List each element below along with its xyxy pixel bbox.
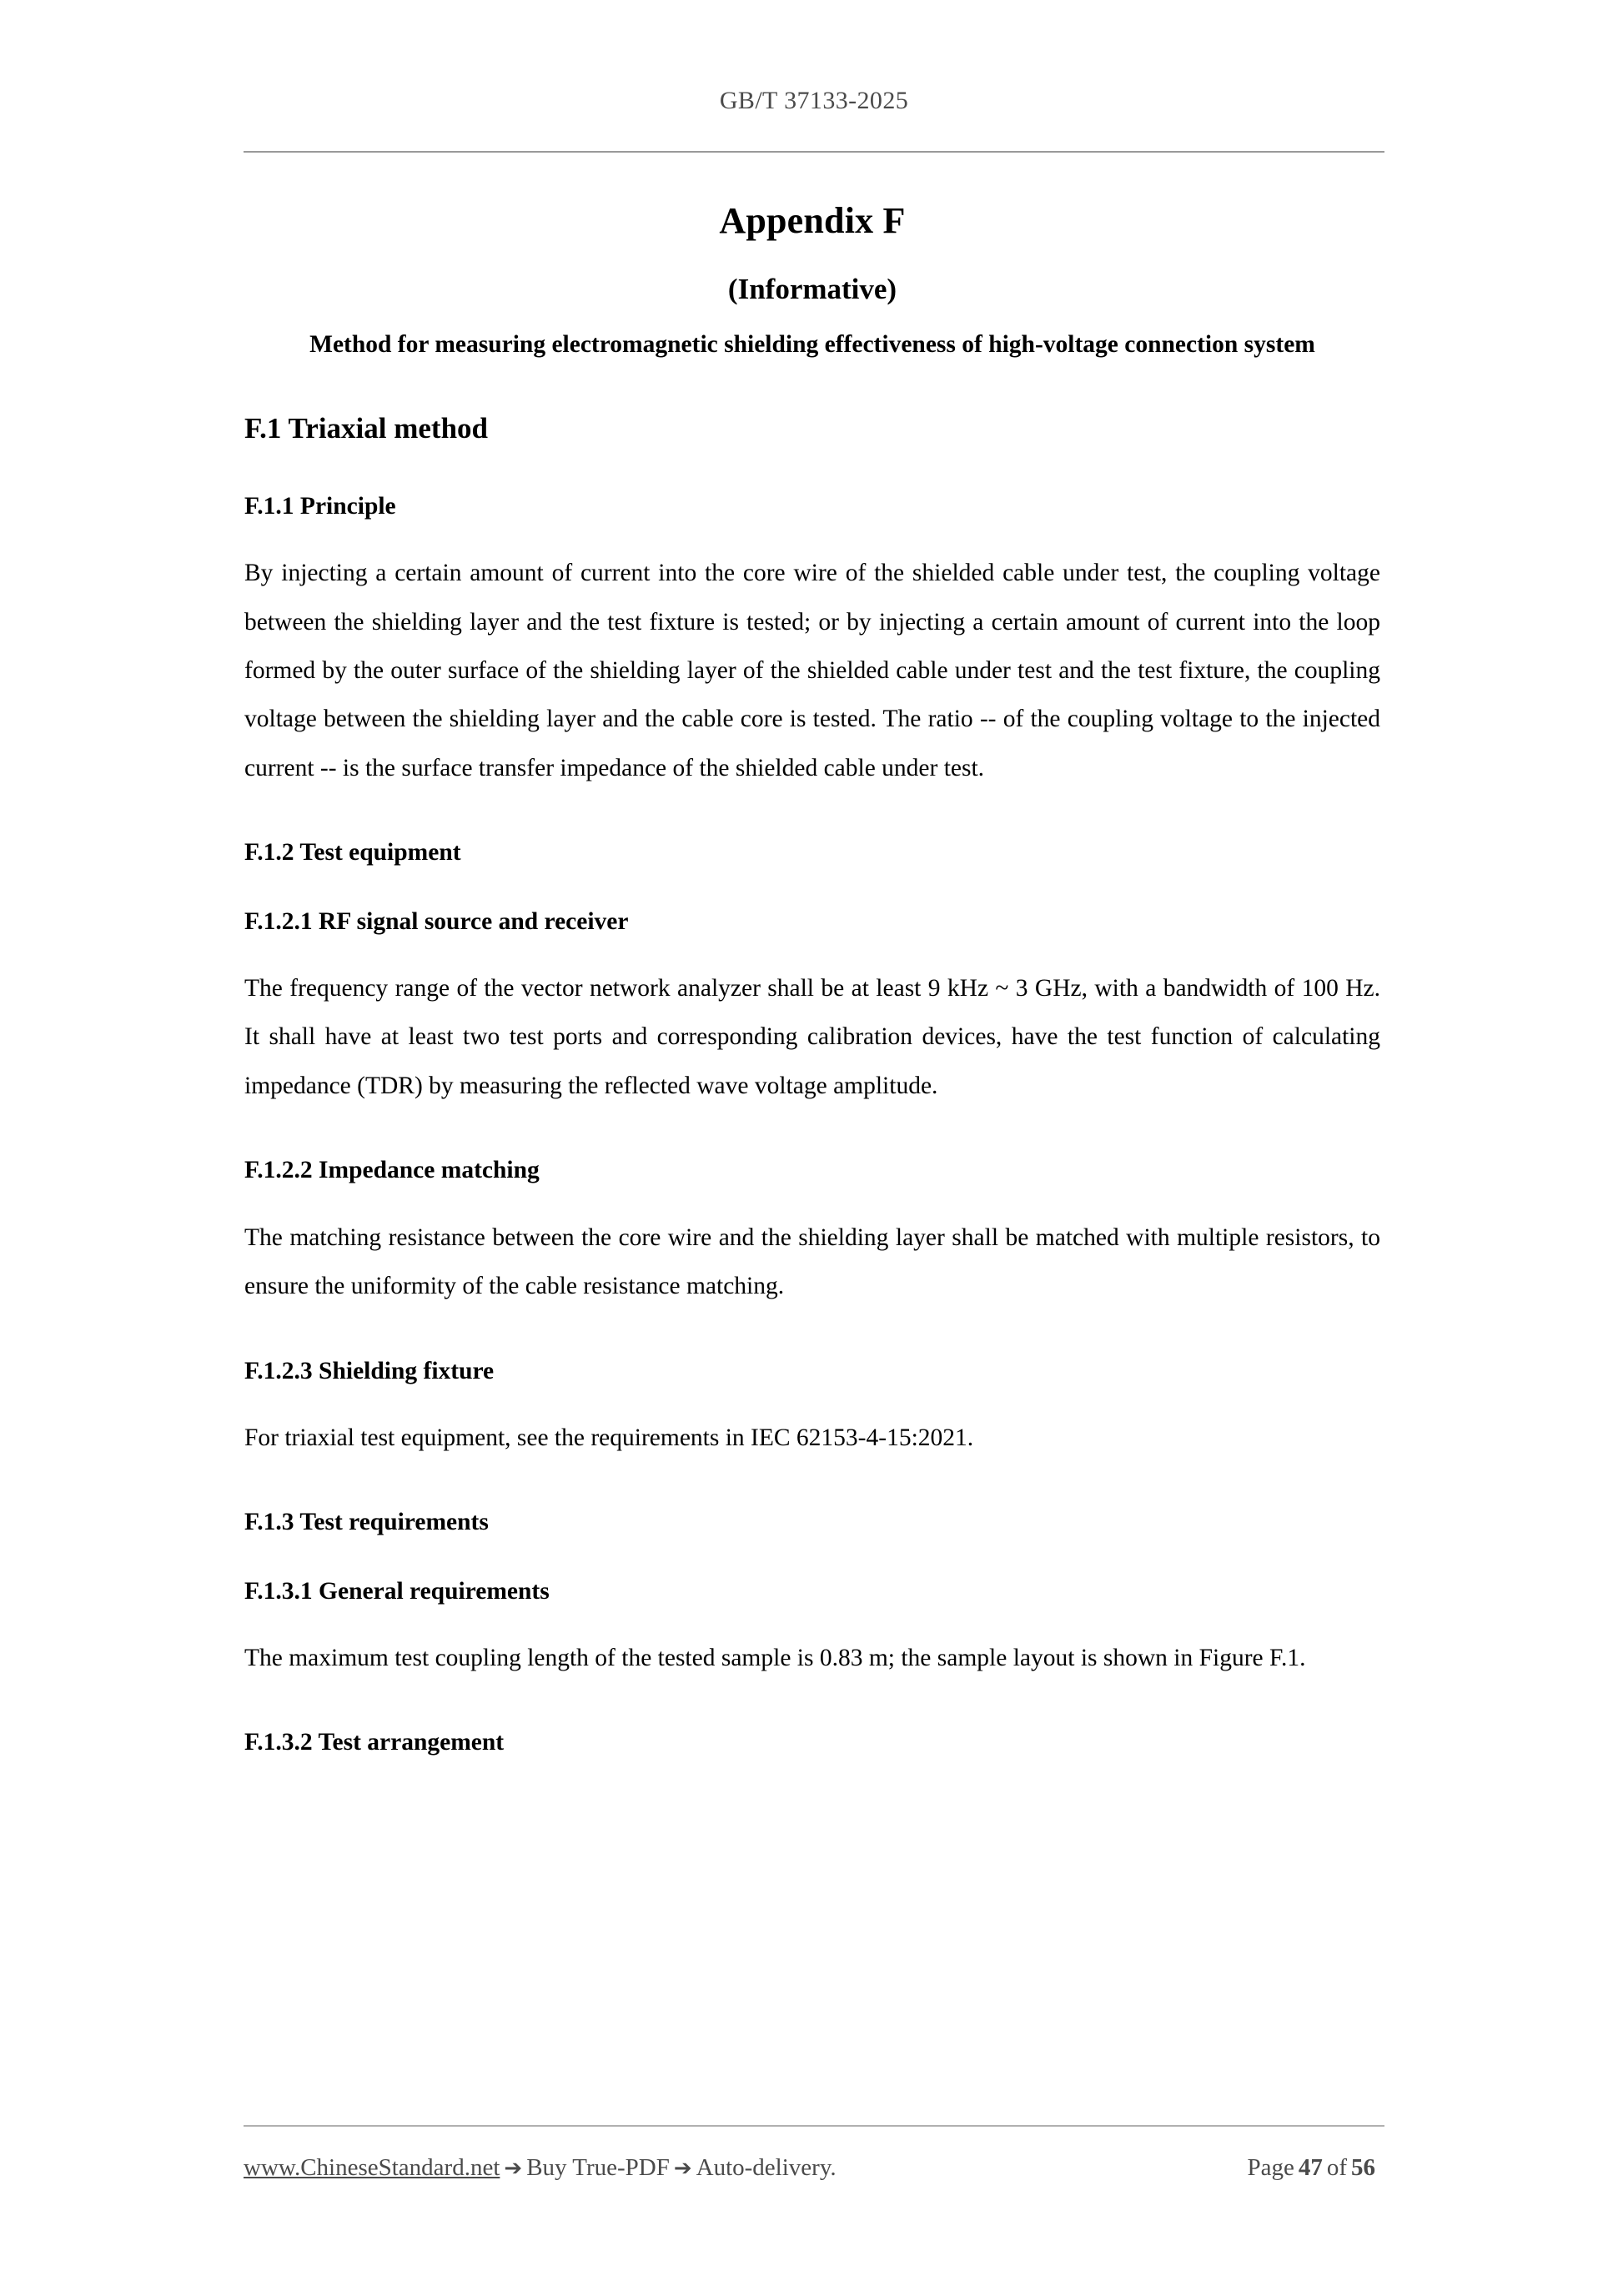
- section-f1-3-heading: F.1.3 Test requirements: [244, 1509, 489, 1536]
- section-f1-1-paragraph: By injecting a certain amount of current into the core wire of the shielded cable under test, the coupling voltage between the shielding layer and the test fixture is tested; or by injecting a certain amount of current into the loop formed by the outer surface of the shielding layer of the shielded cable under test and the test fixture, the coupling voltage between the shielding layer and the cable core is tested. The ratio -- of the coupling voltage to the injected current -- is the surface transfer impedance of the shielded cable under test.: [244, 560, 1380, 781]
- section-f1-2-1-paragraph: The frequency range of the vector network analyzer shall be at least 9 kHz ~ 3 GHz, with a bandwidth of 100 Hz. It shall have at least two test ports and corresponding calibration devices, have the test function of calculating impedance (TDR) by measuring the reflected wave voltage amplitude.: [244, 975, 1380, 1099]
- arrow-right-icon: ➔: [504, 2156, 523, 2181]
- page-number: 47: [1298, 2154, 1323, 2181]
- header-divider: [244, 151, 1384, 153]
- running-footer: [244, 2154, 1384, 2182]
- section-f1-2-3-paragraph: For triaxial test equipment, see the requirements in IEC 62153-4-15:2021.: [244, 1424, 974, 1451]
- section-f1-2-2-paragraph: The matching resistance between the core wire and the shielding layer shall be matched with multiple resistors, to ensure the uniformity of the cable resistance matching.: [244, 1223, 1380, 1300]
- section-f1-3-1-paragraph: The maximum test coupling length of the tested sample is 0.83 m; the sample layout is shown in Figure F.1.: [244, 1645, 1306, 1672]
- page-label: Page: [1247, 2154, 1294, 2181]
- total-pages: 56: [1351, 2154, 1375, 2181]
- footer-promo: [244, 2154, 837, 2182]
- appendix-heading: Method for measuring electromagnetic shielding effectiveness of high-voltage connection system: [309, 331, 1315, 358]
- delivery-label: Auto-delivery.: [696, 2154, 837, 2181]
- standard-code: GB/T 37133-2025: [719, 87, 909, 114]
- section-f1-2-3-heading: F.1.2.3 Shielding fixture: [244, 1357, 495, 1384]
- section-f1-2-2-heading: F.1.2.2 Impedance matching: [244, 1157, 540, 1184]
- arrow-right-icon-2: ➔: [673, 2156, 692, 2181]
- section-f1-3-2-heading: F.1.3.2 Test arrangement: [244, 1729, 505, 1756]
- website-link[interactable]: www.ChineseStandard.net: [244, 2154, 500, 2181]
- page-indicator: [1247, 2154, 1384, 2182]
- document-body: [244, 188, 1380, 1758]
- appendix-subtitle: (Informative): [727, 273, 897, 305]
- buy-label: Buy True-PDF: [526, 2154, 670, 2181]
- section-f1-2-1-heading: F.1.2.1 RF signal source and receiver: [244, 907, 629, 935]
- section-f1-1-heading: F.1.1 Principle: [244, 492, 396, 520]
- footer-divider: [244, 2125, 1384, 2127]
- of-label: of: [1326, 2154, 1347, 2181]
- section-f1-2-heading: F.1.2 Test equipment: [244, 839, 461, 867]
- section-f1-3-1-heading: F.1.3.1 General requirements: [244, 1577, 550, 1605]
- section-f1-heading: F.1 Triaxial method: [244, 411, 489, 445]
- running-header: [244, 87, 1384, 115]
- appendix-title: Appendix F: [719, 200, 906, 241]
